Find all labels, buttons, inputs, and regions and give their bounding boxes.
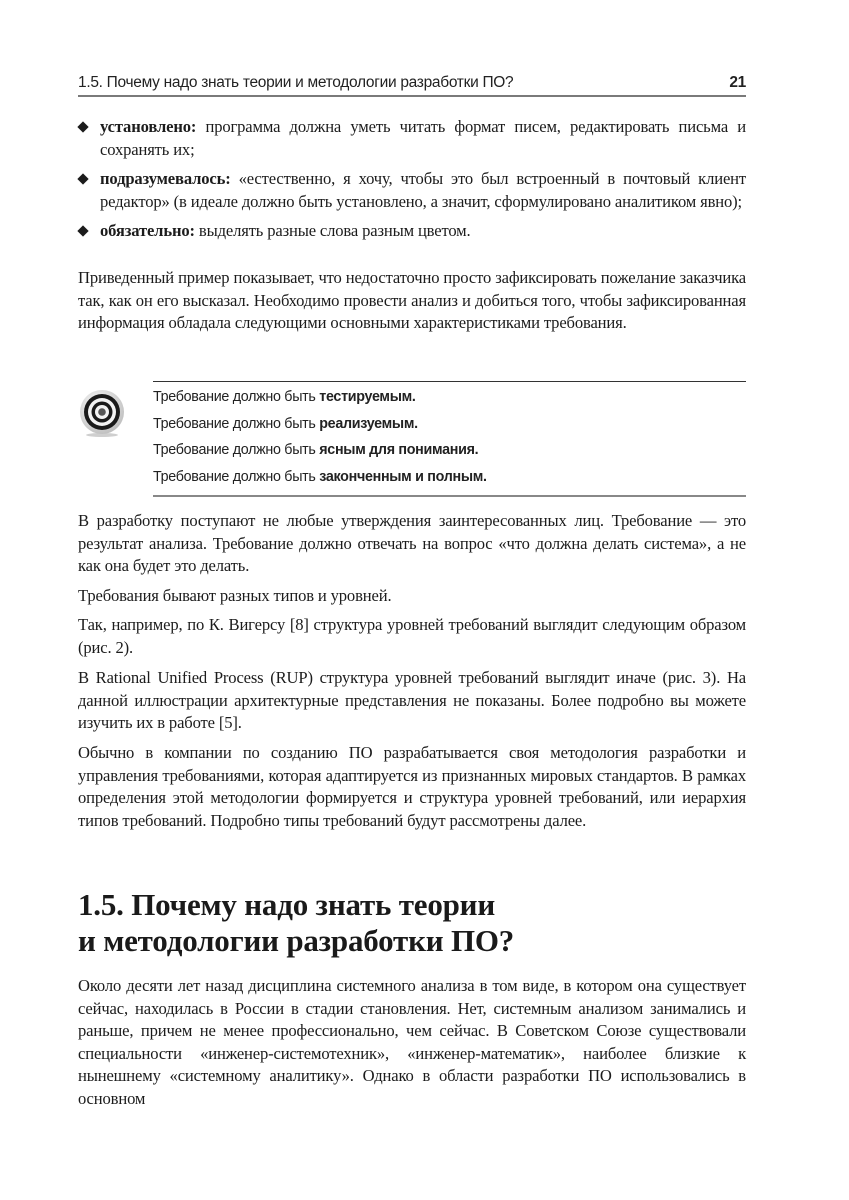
callout-item-prefix: Требование должно быть [153,389,320,405]
callout-item [153,437,746,464]
bullet-item [78,116,746,161]
bullet-term: установлено: [100,117,197,136]
bullet-item [78,220,746,243]
bullet-text: выделять разные слова разным цветом. [194,221,471,241]
paragraph: Около десяти лет назад дисциплина системного анализа в том виде, в котором она существует сейчас, находилась в России в стадии становления. Нет, системным анализом занимались и раньше, причем не менее профессионально, чем сейчас. В Советском Союзе существовали специальности «инженер-системотехник», «инженер-математик», наиболее близкие к нынешнему «системному аналитику». Однако в области разработки ПО использовались в основном [78,976,746,1108]
bullet-term: подразумевалось: [100,169,231,189]
callout-item [153,464,746,491]
diamond-bullet-icon [77,121,88,132]
paragraph: Обычно в компании по созданию ПО разрабатывается своя методология разработки и управления требованиями, которая адаптируется из признанных мировых стандартов. В рамках определения этой методологии формируется и структура уровней требований, или иерархия типов требований. Подробно типы требований будут рассмотрены далее. [78,743,746,830]
callout-box [153,381,746,497]
callout-item-emphasis: тестируемым. [319,389,416,405]
bullet-list [78,116,746,250]
section-heading [78,887,746,959]
bullet-text: «естественно, я хочу, чтобы это был встроенный в почтовый клиент редактор» (в идеале должно быть установлено, а значит, сформулировано аналитиком явно); [100,169,746,211]
paragraph: В разработку поступают не любые утверждения заинтересованных лиц. Требование — это результат анализа. Требование должно отвечать на вопрос «что должна делать система», а не как она будет это делать. [78,511,746,576]
callout-item-emphasis: законченным и полным. [319,468,487,485]
paragraph: Приведенный пример показывает, что недостаточно просто зафиксировать пожелание заказчика так, как он его высказал. Необходимо провести анализ и добиться того, чтобы зафиксированная информация обладала следующими основными характеристиками требования. [78,268,746,333]
callout-item-prefix: Требование должно быть [153,468,320,485]
callout-item [153,411,746,438]
callout-item-emphasis: ясным для понимания. [319,442,479,458]
requirements-callout [78,381,746,495]
running-header [78,68,746,97]
callout-item-prefix: Требование должно быть [153,415,320,432]
bullet-item [78,168,746,213]
diamond-bullet-icon [77,226,88,237]
callout-item [153,384,746,411]
callout-item-emphasis: реализуемым. [319,415,418,432]
callout-item-prefix: Требование должно быть [153,442,320,458]
bullet-term: обязательно: [100,221,195,241]
target-icon [78,389,126,437]
page-number: 21 [729,74,746,91]
section-heading-line1: 1.5. Почему надо знать теории [78,887,495,922]
section-heading-line2: и методологии разработки ПО? [78,923,515,958]
paragraph: Требования бывают разных типов и уровней. [78,586,392,605]
paragraph: Так, например, по К. Вигерсу [8] структура уровней требований выглядит следующим образом (рис. 2). [78,615,746,657]
running-header-title: 1.5. Почему надо знать теории и методологии разработки ПО? [78,74,514,91]
bullet-text: программа должна уметь читать формат писем, редактировать письма и сохранять их; [100,117,746,159]
diamond-bullet-icon [77,174,88,185]
paragraph: В Rational Unified Process (RUP) структура уровней требований выглядит иначе (рис. 3). На данной иллюстрации архитектурные представления не показаны. Более подробно вы можете изучить их в работе [5]. [78,668,746,733]
